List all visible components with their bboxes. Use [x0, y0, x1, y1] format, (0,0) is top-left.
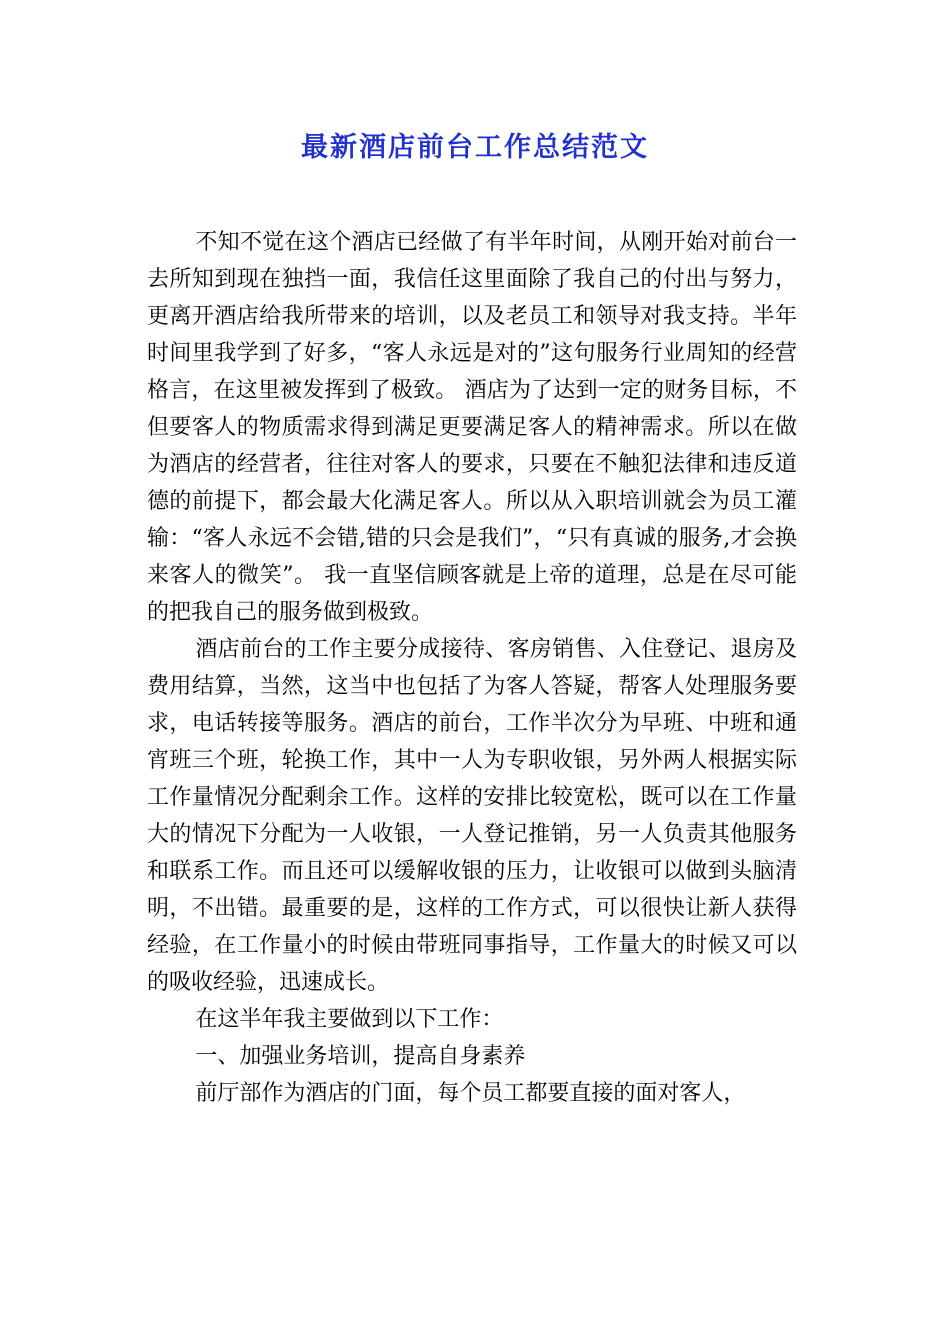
- paragraph-intro: 不知不觉在这个酒店已经做了有半年时间，从刚开始对前台一去所知到现在独挡一面，我信任这里面除了我自己的付出与努力，更离开酒店给我所带来的培训，以及老员工和领导对我支持。半年时间里我学到了好多，“客人永远是对的”这句服务行业周知的经营格言，在这里被发挥到了极致。 酒店为了达到一定的财务目标，不但要客人的物质需求得到满足更要满足客人的精神需求。所以在做为酒店的经营者，往往对客人的要求，只要在不触犯法律和违反道德的前提下，都会最大化满足客人。所以从入职培训就会为员工灌输：“客人永远不会错,错的只会是我们”，“只有真诚的服务,才会换来客人的微笑”。 我一直坚信顾客就是上帝的道理，总是在尽可能的把我自己的服务做到极致。: [147, 230, 797, 625]
- paragraph-work-summary-lead: 在这半年我主要做到以下工作：: [195, 1007, 504, 1032]
- section-heading-training: 一、加强业务培训，提高自身素养: [195, 1044, 526, 1069]
- paragraph-front-office: 前厅部作为酒店的门面，每个员工都要直接的面对客人，: [195, 1081, 746, 1106]
- document-title: 最新酒店前台工作总结范文: [301, 132, 649, 163]
- document-body: [147, 224, 797, 1112]
- paragraph-front-desk-duties: 酒店前台的工作主要分成接待、客房销售、入住登记、退房及费用结算，当然，这当中也包括了为客人答疑，帮客人处理服务要求，电话转接等服务。酒店的前台，工作半次分为早班、中班和通宵班三个班，轮换工作，其中一人为专职收银，另外两人根据实际工作量情况分配剩余工作。这样的安排比较宽松，既可以在工作量大的情况下分配为一人收银，一人登记推销，另一人负责其他服务和联系工作。而且还可以缓解收银的压力，让收银可以做到头脑清明，不出错。最重要的是，这样的工作方式，可以很快让新人获得经验，在工作量小的时候由带班同事指导，工作量大的时候又可以的吸收经验，迅速成长。: [147, 637, 797, 995]
